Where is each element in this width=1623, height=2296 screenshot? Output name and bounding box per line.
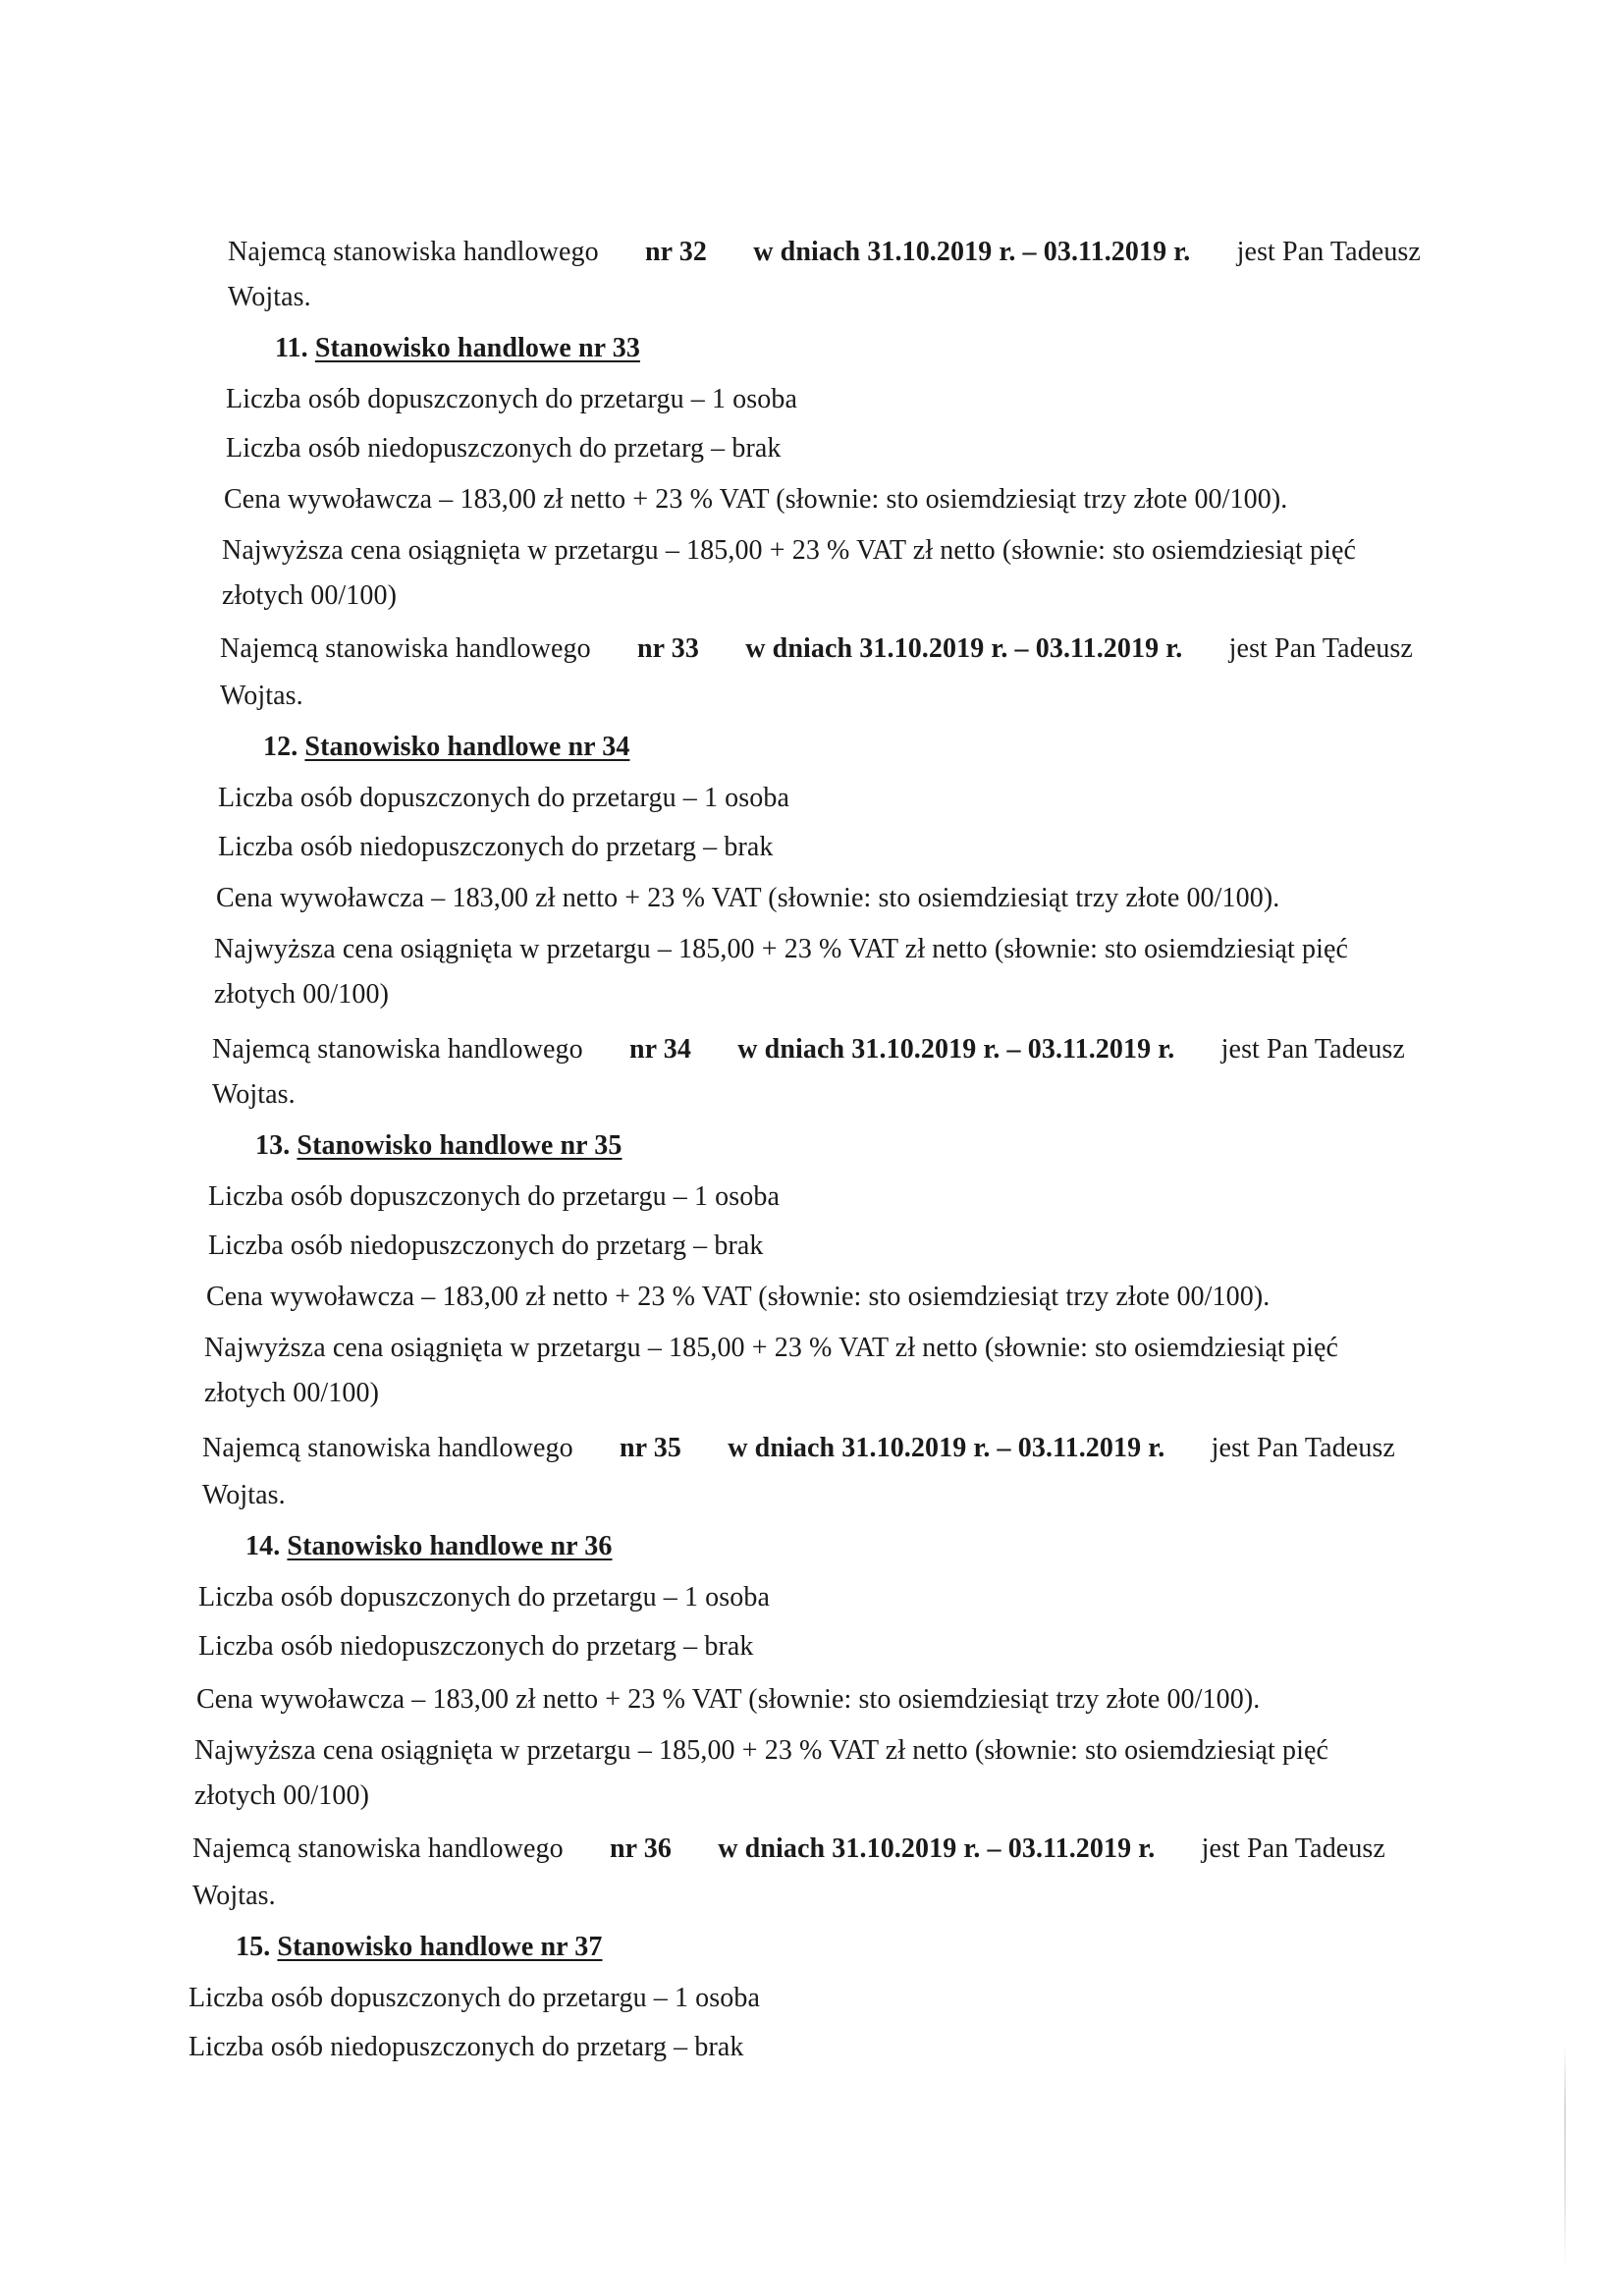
section-index: 14. [245, 1531, 281, 1561]
highest-price: Najwyższa cena osiągnięta w przetargu – 185,00 + 23 % VAT zł netto (słownie: sto osiemdziesiąt pięć [214, 934, 1349, 964]
lessee-prefix: Najemcą stanowiska handlowego [192, 1833, 564, 1864]
lessee-suffix: jest Pan Tadeusz [1211, 1433, 1395, 1463]
stand-number: nr 36 [609, 1833, 672, 1864]
starting-price: Cena wywoławcza – 183,00 zł netto + 23 % VAT (słownie: sto osiemdziesiąt trzy złote 00/100). [224, 484, 1288, 515]
highest-price-cont: złotych 00/100) [214, 979, 390, 1010]
section-title: Stanowisko handlowe nr 35 [297, 1130, 622, 1161]
lease-dates: w dniach 31.10.2019 r. – 03.11.2019 r. [753, 237, 1191, 267]
admitted-count: Liczba osób dopuszczonych do przetargu – 1 osoba [218, 783, 789, 813]
not-admitted-count: Liczba osób niedopuszczonych do przetarg – brak [198, 1631, 754, 1662]
highest-price-cont: złotych 00/100) [204, 1378, 380, 1408]
lessee-suffix: jest Pan Tadeusz [1220, 1034, 1405, 1065]
section-title: Stanowisko handlowe nr 33 [314, 333, 640, 363]
section-title: Stanowisko handlowe nr 34 [304, 732, 630, 762]
section-index: 11. [275, 333, 308, 363]
lessee-prefix: Najemcą stanowiska handlowego [202, 1433, 573, 1463]
lessee-line [212, 1033, 1405, 1066]
not-admitted-count: Liczba osób niedopuszczonych do przetarg – brak [189, 2032, 744, 2062]
stand-number: nr 33 [636, 633, 699, 664]
starting-price: Cena wywoławcza – 183,00 zł netto + 23 % VAT (słownie: sto osiemdziesiąt trzy złote 00/100). [216, 883, 1280, 913]
lessee-name-end: Wojtas. [202, 1480, 286, 1510]
highest-price: Najwyższa cena osiągnięta w przetargu – 185,00 + 23 % VAT zł netto (słownie: sto osiemdziesiąt pięć [222, 535, 1357, 566]
section-heading [245, 1530, 613, 1563]
lessee-prefix: Najemcą stanowiska handlowego [212, 1034, 583, 1065]
lessee-name-end: Wojtas. [212, 1079, 296, 1110]
stand-number: nr 34 [628, 1034, 691, 1065]
lessee-line [202, 1432, 1395, 1465]
section-heading [275, 332, 640, 365]
section-heading [255, 1129, 622, 1163]
admitted-count: Liczba osób dopuszczonych do przetargu – 1 osoba [208, 1181, 780, 1212]
lessee-prefix: Najemcą stanowiska handlowego [220, 633, 591, 664]
lessee-line [220, 632, 1413, 666]
starting-price: Cena wywoławcza – 183,00 zł netto + 23 % VAT (słownie: sto osiemdziesiąt trzy złote 00/100). [196, 1684, 1261, 1715]
lessee-prefix: Najemcą stanowiska handlowego [228, 237, 599, 267]
starting-price: Cena wywoławcza – 183,00 zł netto + 23 % VAT (słownie: sto osiemdziesiąt trzy złote 00/100). [206, 1282, 1271, 1312]
section-title: Stanowisko handlowe nr 36 [287, 1531, 613, 1561]
lessee-suffix: jest Pan Tadeusz [1201, 1833, 1385, 1864]
highest-price: Najwyższa cena osiągnięta w przetargu – 185,00 + 23 % VAT zł netto (słownie: sto osiemdziesiąt pięć [204, 1333, 1339, 1363]
not-admitted-count: Liczba osób niedopuszczonych do przetarg – brak [218, 832, 774, 862]
lessee-line [228, 236, 1421, 269]
not-admitted-count: Liczba osób niedopuszczonych do przetarg – brak [208, 1230, 764, 1261]
lease-dates: w dniach 31.10.2019 r. – 03.11.2019 r. [718, 1833, 1156, 1864]
lessee-suffix: jest Pan Tadeusz [1228, 633, 1413, 664]
section-heading [263, 731, 630, 764]
lessee-name-end: Wojtas. [228, 282, 311, 312]
lessee-line [192, 1832, 1385, 1866]
scan-edge-mark [1564, 2043, 1566, 2269]
section-index: 13. [255, 1130, 291, 1161]
admitted-count: Liczba osób dopuszczonych do przetargu – 1 osoba [226, 384, 797, 414]
stand-number: nr 35 [619, 1433, 681, 1463]
admitted-count: Liczba osób dopuszczonych do przetargu – 1 osoba [198, 1582, 770, 1613]
lessee-name-end: Wojtas. [220, 681, 303, 711]
section-index: 12. [263, 732, 298, 762]
admitted-count: Liczba osób dopuszczonych do przetargu – 1 osoba [189, 1983, 760, 2013]
section-index: 15. [236, 1932, 271, 1962]
lease-dates: w dniach 31.10.2019 r. – 03.11.2019 r. [745, 633, 1183, 664]
lease-dates: w dniach 31.10.2019 r. – 03.11.2019 r. [728, 1433, 1165, 1463]
highest-price: Najwyższa cena osiągnięta w przetargu – 185,00 + 23 % VAT zł netto (słownie: sto osiemdziesiąt pięć [194, 1735, 1329, 1766]
lessee-name-end: Wojtas. [192, 1881, 276, 1911]
section-heading [236, 1931, 603, 1964]
lessee-suffix: jest Pan Tadeusz [1236, 237, 1421, 267]
lease-dates: w dniach 31.10.2019 r. – 03.11.2019 r. [737, 1034, 1175, 1065]
section-title: Stanowisko handlowe nr 37 [277, 1932, 603, 1962]
highest-price-cont: złotych 00/100) [194, 1780, 370, 1811]
stand-number: nr 32 [644, 237, 707, 267]
not-admitted-count: Liczba osób niedopuszczonych do przetarg – brak [226, 433, 782, 464]
highest-price-cont: złotych 00/100) [222, 580, 398, 611]
